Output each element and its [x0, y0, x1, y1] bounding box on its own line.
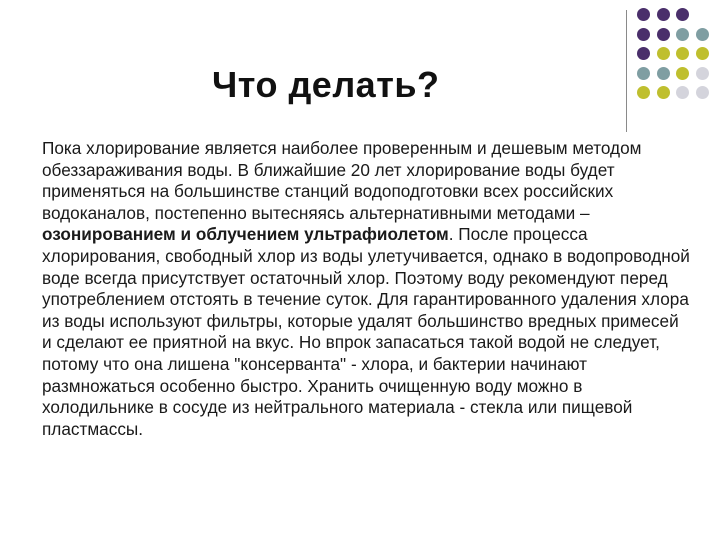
decorative-dot	[696, 28, 709, 41]
body-paragraph	[42, 138, 692, 440]
decorative-dot	[696, 67, 709, 80]
decorative-dot	[676, 8, 689, 21]
decorative-dot	[676, 28, 689, 41]
decorative-dot	[676, 67, 689, 80]
decorative-dot	[637, 8, 650, 21]
decorative-dot	[657, 67, 670, 80]
body-text-part-2: . После процесса хлорирования, свободный хлор из воды улетучивается, однако в водопроводной воде всегда присутствует остаточный хлор. Поэтому воду рекомендуют перед употреблением отстоять в течение суток. Для гарантированного удаления хлора из воды используют фильтры, которые удалят большинство вредных примесей и сделают ее приятной на вкус. Но впрок запасаться такой водой не следует, потому что она лишена "консерванта" - хлора, и бактерии начинают размножаться особенно быстро. Хранить очищенную воду можно в холодильнике в сосуде из нейтрального материала - стекла или пищевой пластмассы.	[42, 224, 690, 439]
decorative-dot	[676, 86, 689, 99]
decorative-dot	[657, 8, 670, 21]
decorative-dot	[637, 86, 650, 99]
decorative-dot	[637, 28, 650, 41]
body-text-emphasis: озонированием и облучением ультрафиолетом	[42, 224, 449, 245]
decorative-dot-grid	[637, 8, 719, 108]
decorative-dot	[637, 47, 650, 60]
decorative-dot	[657, 47, 670, 60]
decorative-dot	[657, 86, 670, 99]
vertical-divider	[626, 10, 627, 132]
decorative-dot	[696, 47, 709, 60]
slide-title: Что делать?	[212, 64, 440, 105]
slide-body	[42, 138, 692, 440]
decorative-dot	[657, 28, 670, 41]
decorative-dot	[637, 67, 650, 80]
body-text-part-1: Пока хлорирование является наиболее проверенным и дешевым методом обеззараживания воды. В ближайшие 20 лет хлорирование воды будет применяться на большинстве станций водоподготовки всех российских водоканалов, постепенно вытесняясь альтернативными методами –	[42, 138, 642, 223]
decorative-dot	[696, 86, 709, 99]
decorative-dot	[676, 47, 689, 60]
